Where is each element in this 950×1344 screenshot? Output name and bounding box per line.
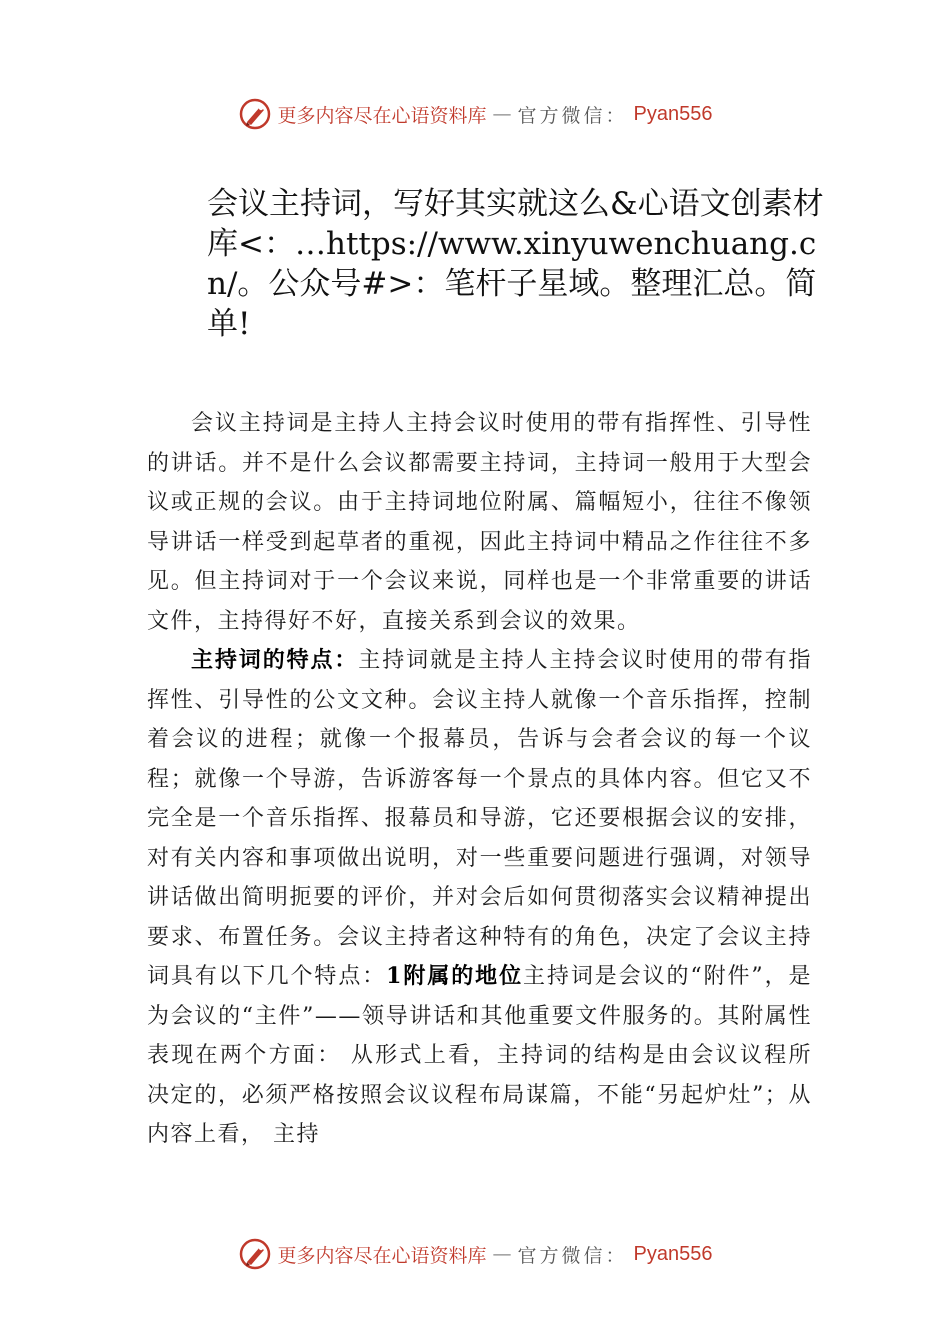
- banner-wechat-label: 官方微信：: [517, 104, 628, 127]
- pen-logo-icon: [238, 1237, 272, 1271]
- banner-lead-text: 更多内容尽在心语资料库: [277, 104, 487, 127]
- features-heading-colon: ：: [334, 647, 359, 673]
- footer-banner: [0, 1232, 950, 1276]
- pen-logo-icon: [238, 97, 272, 131]
- banner-wechat-id: Pyan556: [633, 102, 713, 125]
- document-title: 会议主持词，写好其实就这么&心语文创素材库<：…https://www.xinyuwenchuang.cn/。公众号#>：笔杆子星域。整理汇总。简单!: [207, 186, 824, 342]
- point1-heading: 1附属的地位: [386, 963, 523, 989]
- paragraph-features: [147, 641, 812, 1155]
- paragraph-intro: 会议主持词是主持人主持会议时使用的带有指挥性、引导性的讲话。并不是什么会议都需要主持词，主持词一般用于大型会议或正规的会议。由于主持词地位附属、篇幅短小，往往不像领导讲话一样受到起草者的重视，因此主持词中精品之作往往不多见。但主持词对于一个会议来说，同样也是一个非常重要的讲话文件，主持得好不好，直接关系到会议的效果。: [147, 411, 812, 634]
- features-heading: 主持词的特点: [191, 647, 335, 673]
- footer-dash: —: [492, 1243, 512, 1265]
- footer-lead-text: 更多内容尽在心语资料库: [277, 1244, 487, 1267]
- document-body: [147, 404, 812, 1155]
- banner-dash: —: [492, 103, 512, 125]
- footer-wechat-id: Pyan556: [633, 1242, 713, 1265]
- header-banner: [0, 92, 950, 136]
- footer-wechat-label: 官方微信：: [517, 1244, 628, 1267]
- point1-text: 主持词是会议的“附件”，是为会议的“主件”——领导讲话和其他重要文件服务的。其附属性表现在两个方面： 从形式上看，主持词的结构是由会议议程所决定的，必须严格按照会议议程布局谋篇，不能“另起炉灶”；从内容上看， 主持: [147, 964, 812, 1147]
- features-text: 主持词就是主持人主持会议时使用的带有指挥性、引导性的公文文种。会议主持人就像一个音乐指挥，控制着会议的进程；就像一个报幕员，告诉与会者会议的每一个议程；就像一个导游，告诉游客每一个景点的具体内容。但它又不完全是一个音乐指挥、报幕员和导游，它还要根据会议的安排，对有关内容和事项做出说明，对一些重要问题进行强调，对领导讲话做出简明扼要的评价，并对会后如何贯彻落实会议精神提出要求、布置任务。会议主持者这种特有的角色，决定了会议主持词具有以下几个特点：: [147, 648, 812, 989]
